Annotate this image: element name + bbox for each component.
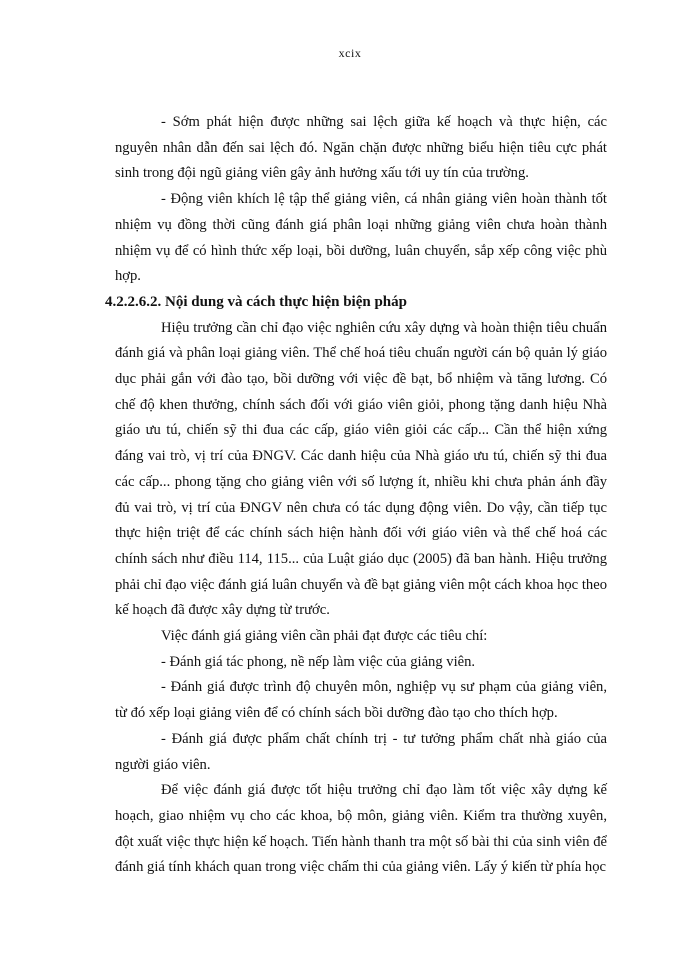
page-body [105,110,607,881]
paragraph-motivation: - Động viên khích lệ tập thể giảng viên, cá nhân giảng viên hoàn thành tốt nhiệm vụ đồng thời cũng đánh giá phân loại những giảng viên chưa hoàn thành nhiệm vụ để có hình thức xếp loại, bồi dưỡng, luân chuyển, sắp xếp công việc phù hợp. [115,191,607,285]
paragraph-criterion-political: - Đánh giá được phẩm chất chính trị - tư tưởng phẩm chất nhà giáo của người giáo viên. [115,730,607,773]
paragraph-criterion-expertise: - Đánh giá được trình độ chuyên môn, nghiệp vụ sư phạm của giảng viên, từ đó xếp loại giảng viên để có chính sách bồi dưỡng đào tạo cho thích hợp. [115,679,607,722]
paragraph-early-detection: - Sớm phát hiện được những sai lệch giữa kế hoạch và thực hiện, các nguyên nhân dẫn đến sai lệch đó. Ngăn chặn được những biểu hiện tiêu cực phát sinh trong đội ngũ giảng viên gây ảnh hưởng xấu tới uy tín của trường. [115,114,607,182]
paragraph-principal-direction: Hiệu trưởng cần chỉ đạo việc nghiên cứu xây dựng và hoàn thiện tiêu chuẩn đánh giá và phân loại giảng viên. Thể chế hoá tiêu chuẩn người cán bộ quản lý giáo dục phải gắn với đào tạo, bồi dưỡng với việc đề bạt, bổ nhiệm và tăng lương. Có chế độ khen thưởng, chính sách đối với giáo viên giỏi, phong tặng danh hiệu Nhà giáo ưu tú, chiến sỹ thi đua các cấp, giáo viên giỏi các cấp... Cần thể hiện xứng đáng vai trò, vị trí của ĐNGV. Các danh hiệu của Nhà giáo ưu tú, chiến sỹ thi đua các cấp... phong tặng cho giảng viên với số lượng ít, nhiều khi chưa phản ánh đầy đủ vai trò, vị trí của ĐNGV nên chưa có tác dụng động viên. Do vậy, cần tiếp tục thực hiện triệt để các chính sách hiện hành đối với giáo viên và thể chế hoá các chính sách như điều 114, 115... của Luật giáo dục (2005) đã ban hành. Hiệu trưởng phải chỉ đạo việc đánh giá luân chuyển và đề bạt giảng viên một cách khoa học theo kế hoạch đã được xây dựng từ trước. [115,319,607,619]
section-heading: 4.2.2.6.2. Nội dung và cách thực hiện biện pháp [105,293,407,310]
paragraph-criterion-conduct: - Đánh giá tác phong, nề nếp làm việc của giảng viên. [161,653,476,670]
paragraph-criteria-intro: Việc đánh giá giảng viên cần phải đạt được các tiêu chí: [161,628,488,645]
page-number: xcix [338,46,362,60]
paragraph-planning: Để việc đánh giá được tốt hiệu trưởng chỉ đạo làm tốt việc xây dựng kế hoạch, giao nhiệm vụ cho các khoa, bộ môn, giảng viên. Kiểm tra thường xuyên, đột xuất việc thực hiện kế hoạch. Tiến hành thanh tra một số bài thi của sinh viên để đánh giá tính khách quan trong việc chấm thi của giảng viên. Lấy ý kiến từ phía học [115,782,607,876]
